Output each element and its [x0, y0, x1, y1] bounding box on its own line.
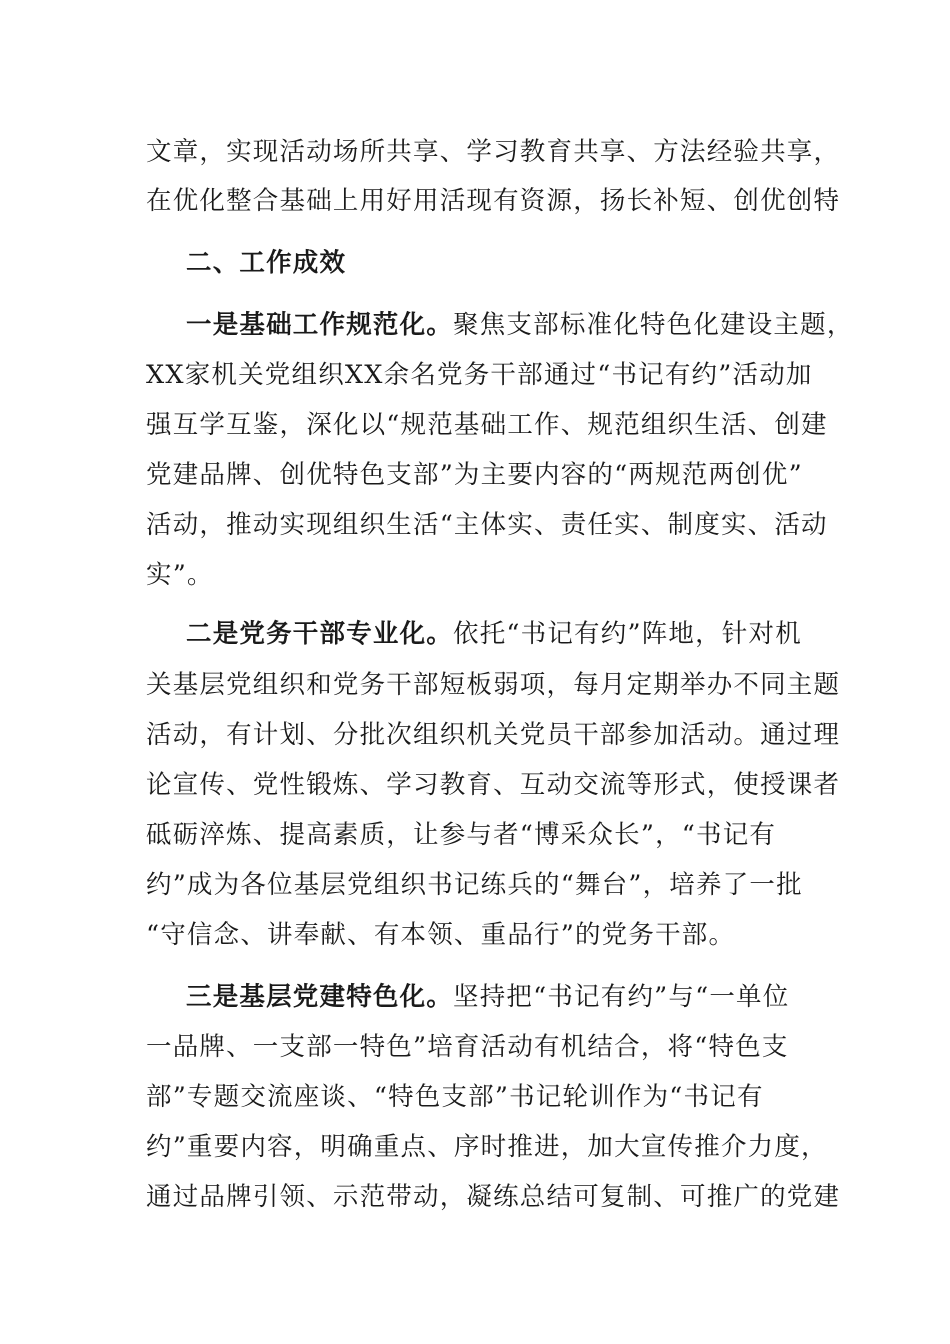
paragraph-3-lead: 三是基层党建特色化。	[186, 982, 454, 1012]
text-line: 实”。	[146, 560, 214, 590]
text-line: 活动，有计划、分批次组织机关党员干部参加活动。通过理	[146, 720, 841, 750]
text-line: 文章，实现活动场所共享、学习教育共享、方法经验共享，	[146, 137, 841, 167]
text-line: “守信念、讲奉献、有本领、重品行”的党务干部。	[146, 920, 736, 950]
text-line: 一品牌、一支部一特色”培育活动有机结合，将“特色支	[146, 1032, 789, 1062]
text-line: 活动，推动实现组织生活“主体实、责任实、制度实、活动	[146, 510, 828, 540]
paragraph-2-text: 依托“书记有约”阵地，针对机	[453, 619, 802, 649]
paragraph-2-first-line	[186, 617, 816, 651]
text-line: 论宣传、党性锻炼、学习教育、互动交流等形式，使授课者	[146, 770, 841, 800]
paragraph-3-first-line	[186, 980, 816, 1014]
text-line: 部”专题交流座谈、“特色支部”书记轮训作为“书记有	[146, 1082, 764, 1112]
text-line: 约”成为各位基层党组织书记练兵的“舞台”，培养了一批	[146, 870, 803, 900]
text-line: 砥砺淬炼、提高素质，让参与者“博采众长”，“书记有	[146, 820, 777, 850]
text-line: 党建品牌、创优特色支部”为主要内容的“两规范两创优”	[146, 460, 803, 490]
text-line: 约”重要内容，明确重点、序时推进，加大宣传推介力度，	[146, 1132, 828, 1162]
text-line: XX家机关党组织XX余名党务干部通过“书记有约”活动加	[146, 360, 813, 390]
paragraph-2-lead: 二是党务干部专业化。	[186, 619, 454, 649]
text-line: 强互学互鉴，深化以“规范基础工作、规范组织生活、创建	[146, 410, 828, 440]
section-heading: 二、工作成效	[186, 248, 347, 278]
paragraph-1-first-line	[186, 308, 854, 342]
text-line: 在优化整合基础上用好用活现有资源，扬长补短、创优创特	[146, 186, 841, 216]
paragraph-1-text: 聚焦支部标准化特色化建设主题，	[453, 310, 854, 340]
text-line: 通过品牌引领、示范带动，凝练总结可复制、可推广的党建	[146, 1182, 841, 1212]
paragraph-1-lead: 一是基础工作规范化。	[186, 310, 454, 340]
paragraph-3-text: 坚持把“书记有约”与“一单位	[453, 982, 790, 1012]
text-line: 关基层党组织和党务干部短板弱项，每月定期举办不同主题	[146, 670, 841, 700]
